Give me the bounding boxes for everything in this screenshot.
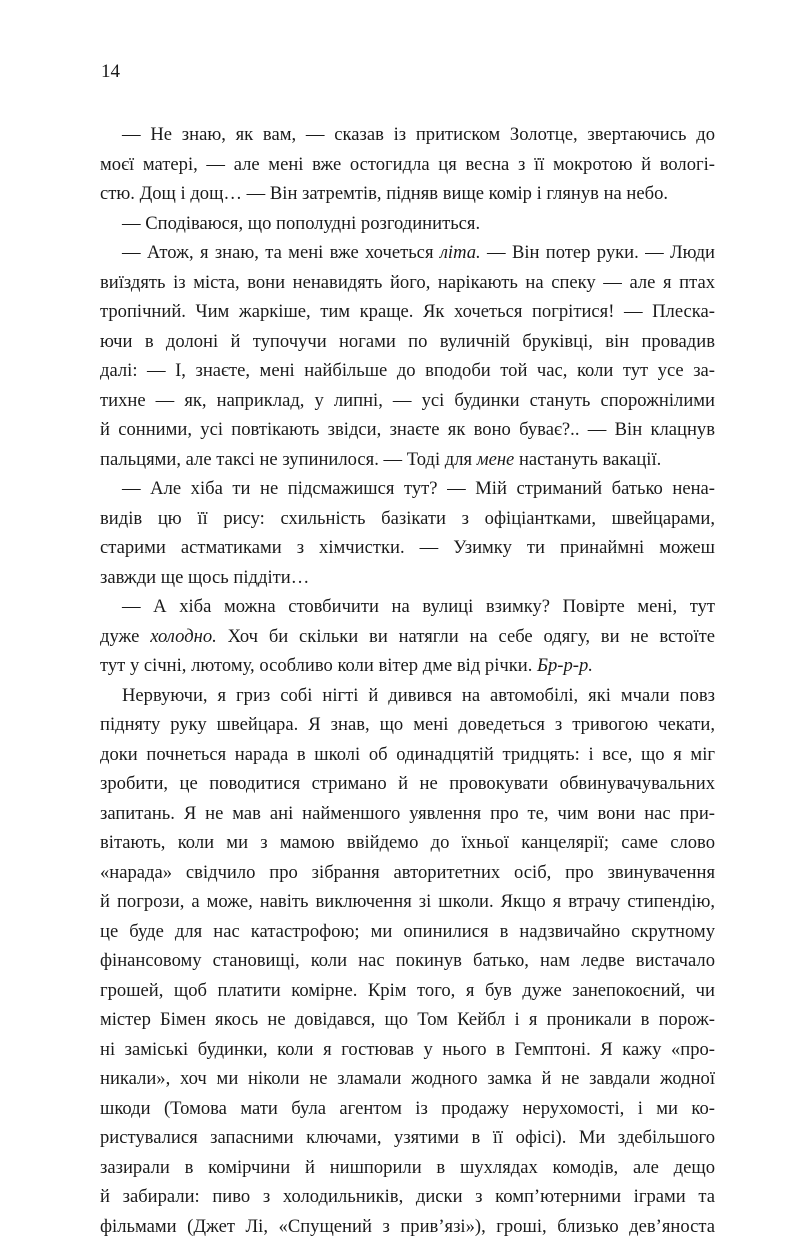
text-line: зазирали в комірчини й нишпорили в шухлядах комодів, але дещо bbox=[100, 1153, 715, 1183]
italic-text-run: мене bbox=[477, 449, 515, 470]
text-line: тихне — як, наприклад, у липні, — усі будинки стануть спорожнілими bbox=[100, 386, 715, 416]
text-line: містер Бімен якось не довідався, що Том Кейбл і я проникали в порож- bbox=[100, 1005, 715, 1035]
text-line: — Не знаю, як вам, — сказав із притиском Золотце, звертаючись до bbox=[100, 120, 715, 150]
text-line: стю. Дощ і дощ… — Він затремтів, підняв вище комір і глянув на небо. bbox=[100, 179, 715, 209]
text-line: й сонними, усі повтікають звідси, знаєте як воно буває?.. — Він клацнув bbox=[100, 415, 715, 445]
text-line bbox=[100, 445, 715, 475]
italic-text-run: літа. bbox=[440, 242, 481, 263]
text-line: — Але хіба ти не підсмажишся тут? — Мій стриманий батько нена- bbox=[100, 474, 715, 504]
text-line: доки почнеться нарада в школі об одинадцятій тридцять: і все, що я міг bbox=[100, 740, 715, 770]
text-line bbox=[100, 238, 715, 268]
text-line: — Сподіваюся, що пополудні розгодиниться. bbox=[100, 209, 715, 239]
text-line: завжди ще щось піддіти… bbox=[100, 563, 715, 593]
text-run: Хоч би скільки ви натягли на себе одягу, ви не встоїте bbox=[217, 626, 715, 647]
body-text bbox=[100, 120, 715, 1241]
text-line: Нервуючи, я гриз собі нігті й дивився на автомобілі, які мчали повз bbox=[100, 681, 715, 711]
text-line: «нарада» свідчило про зібрання авторитетних осіб, про звинувачення bbox=[100, 858, 715, 888]
italic-text-run: Бр-р-р. bbox=[537, 655, 593, 676]
text-line: далі: — І, знаєте, мені найбільше до вподоби той час, коли тут усе за- bbox=[100, 356, 715, 386]
text-line bbox=[100, 651, 715, 681]
text-run: тут у січні, лютому, особливо коли вітер дме від річки. bbox=[100, 655, 537, 676]
text-line: видів цю її рису: схильність базікати з офіціантками, швейцарами, bbox=[100, 504, 715, 534]
text-line: виїздять із міста, вони ненавидять його, нарікають на спеку — але я птах bbox=[100, 268, 715, 298]
text-line: шкоди (Томова мати була агентом із продажу нерухомості, і ми ко- bbox=[100, 1094, 715, 1124]
text-line: ючи в долоні й тупочучи ногами по вуличній бруківці, він провадив bbox=[100, 327, 715, 357]
text-line: запитань. Я не мав ані найменшого уявлення про те, чим вони нас при- bbox=[100, 799, 715, 829]
text-line: — А хіба можна стовбичити на вулиці взимку? Повірте мені, тут bbox=[100, 592, 715, 622]
text-line: моєї матері, — але мені вже остогидла ця весна з її мокротою й вологі- bbox=[100, 150, 715, 180]
text-run: дуже bbox=[100, 626, 150, 647]
text-run: пальцями, але таксі не зупинилося. — Тоді для bbox=[100, 449, 477, 470]
text-line: старими астматиками з хімчистки. — Узимку ти принаймні можеш bbox=[100, 533, 715, 563]
text-line: грошей, щоб платити комірне. Крім того, я був дуже занепокоєний, чи bbox=[100, 976, 715, 1006]
text-line: зробити, це поводитися стримано й не провокувати обвинувачувальних bbox=[100, 769, 715, 799]
text-line: вітають, коли ми з мамою ввійдемо до їхньої канцелярії; саме слово bbox=[100, 828, 715, 858]
italic-text-run: холодно. bbox=[150, 626, 217, 647]
text-line: фільмами (Джет Лі, «Спущений з прив’язі»), гроші, близько дев’яноста bbox=[100, 1212, 715, 1241]
text-line: фінансовому становищі, коли нас покинув батько, нам ледве вистачало bbox=[100, 946, 715, 976]
text-line: ристувалися запасними ключами, узятими в її офісі). Ми здебільшого bbox=[100, 1123, 715, 1153]
text-line: підняту руку швейцара. Я знав, що мені доведеться з тривогою чекати, bbox=[100, 710, 715, 740]
text-line: й забирали: пиво з холодильників, диски з комп’ютерними іграми та bbox=[100, 1182, 715, 1212]
text-line bbox=[100, 622, 715, 652]
text-line: це буде для нас катастрофою; ми опинилися в надзвичайно скрутному bbox=[100, 917, 715, 947]
text-line: тропічний. Чим жаркіше, тим краще. Як хочеться погрітися! — Плеска- bbox=[100, 297, 715, 327]
text-run: — Атож, я знаю, та мені вже хочеться bbox=[122, 242, 440, 263]
page-number: 14 bbox=[101, 60, 120, 84]
text-line: ні заміські будинки, коли я гостював у нього в Гемптоні. Я кажу «про- bbox=[100, 1035, 715, 1065]
text-run: настануть вакації. bbox=[514, 449, 661, 470]
text-run: — Він потер руки. — Люди bbox=[481, 242, 715, 263]
text-line: никали», хоч ми ніколи не зламали жодного замка й не завдали жодної bbox=[100, 1064, 715, 1094]
text-line: й погрози, а може, навіть виключення зі школи. Якщо я втрачу стипендію, bbox=[100, 887, 715, 917]
